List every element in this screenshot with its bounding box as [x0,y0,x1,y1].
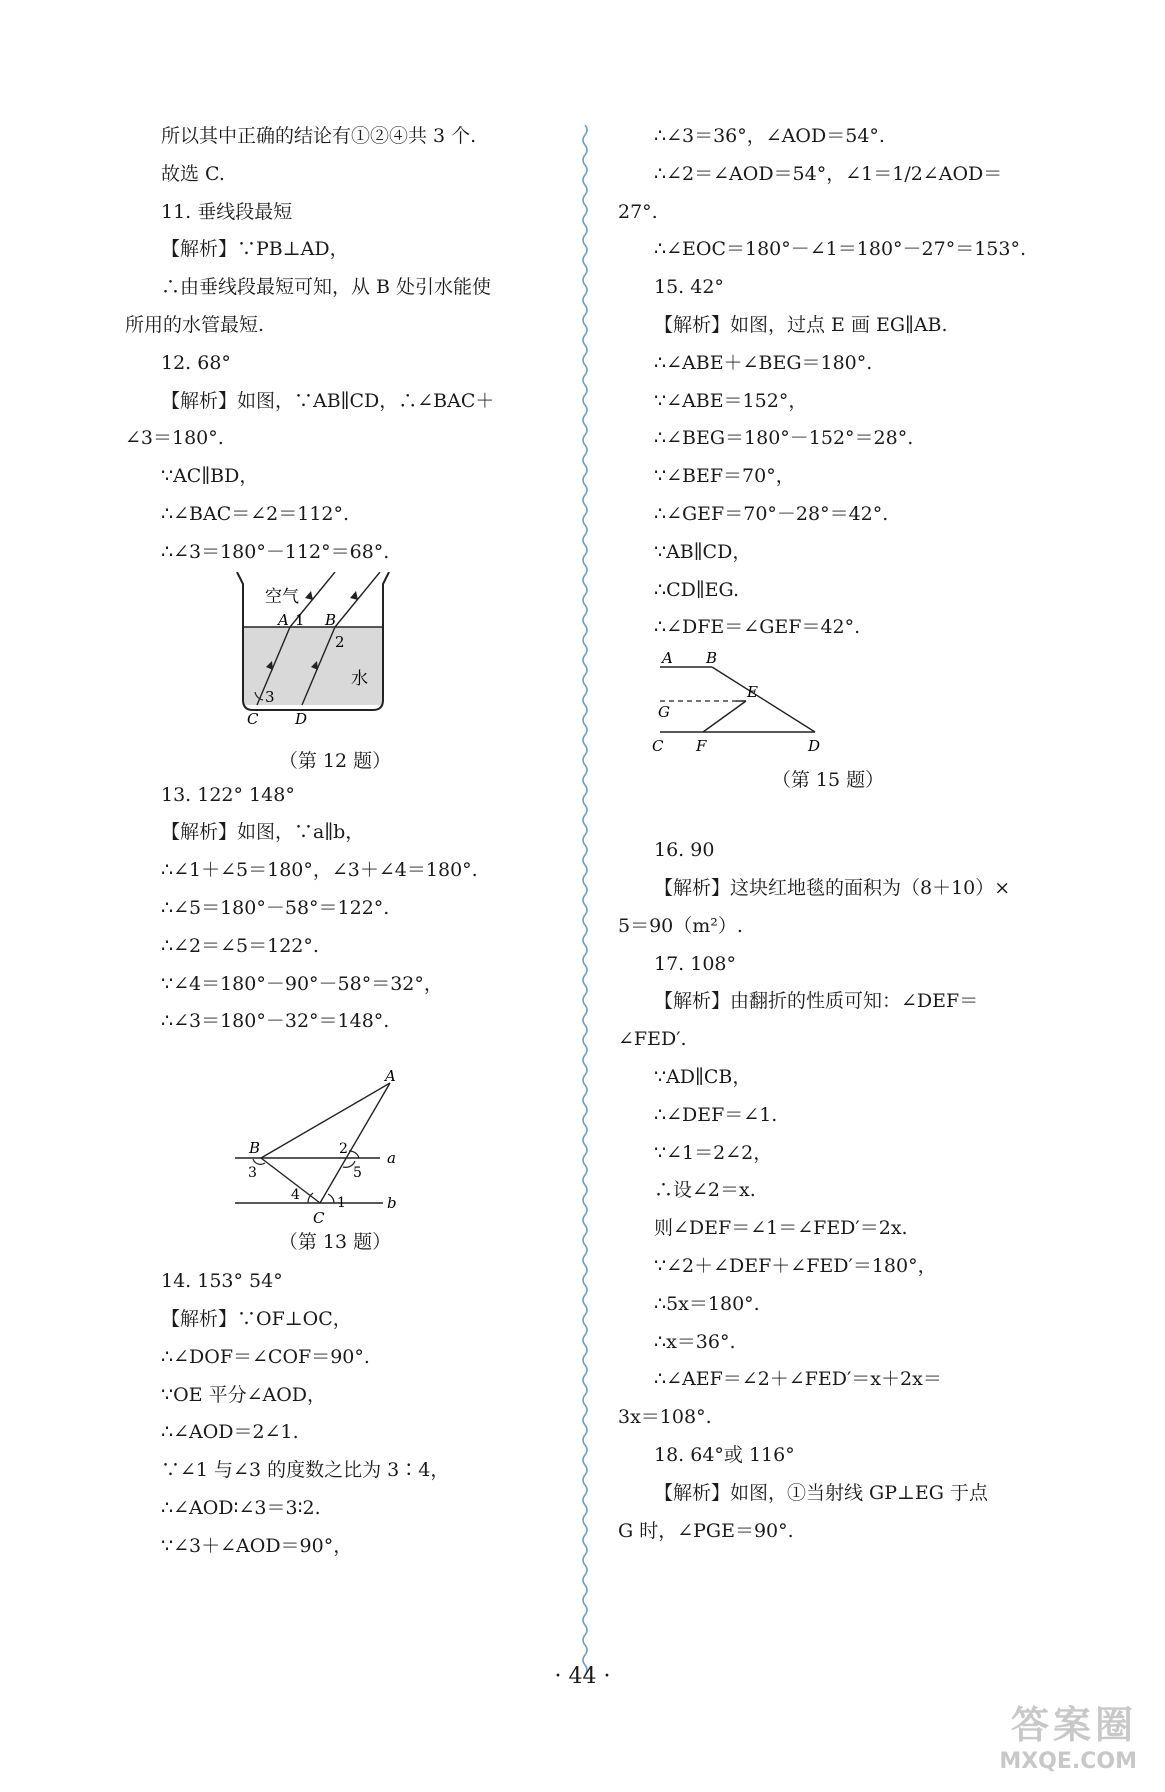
left-text-line: ∴∠2＝∠5＝122°. [161,934,319,957]
fig13-label-a: a [387,1149,396,1168]
left-text-line: ∴由垂线段最短可知，从 B 处引水能使 [161,276,492,299]
left-text-line: ∴∠AOD＝2∠1. [161,1421,299,1444]
right-text-line: ∵∠1＝2∠2， [654,1141,773,1164]
figure-13 [125,1041,545,1263]
right-text-line: 27°. [618,200,658,223]
left-text-line: ∵∠3＋∠AOD＝90°， [161,1534,353,1557]
left-text-line: 【解析】∵OF⊥OC， [161,1307,352,1330]
right-text-line: ∴∠BEG＝180°－152°＝28°. [654,427,914,450]
left-text-line: ∵OE 平分∠AOD， [161,1383,327,1406]
right-text-line: 【解析】这块红地毯的面积为（8＋10）× [654,876,1011,899]
right-text-line: ∵AB∥CD， [654,540,752,563]
left-text-line: ∴∠BAC＝∠2＝112°. [161,502,350,525]
fig15-label-B: B [706,649,718,668]
fig15-label-A: A [662,649,673,668]
fig12-label-B: B [325,610,337,629]
fig12-air-label: 空气 [265,586,299,607]
right-text-line: ∵∠BEF＝70°， [654,465,795,488]
right-text-line: ∠FED′. [618,1028,687,1051]
fig12-label-A: A [278,610,289,629]
right-text-line: ∴CD∥EG. [654,578,740,601]
fig15-label-C: C [652,737,664,756]
left-text-line: ∴∠5＝180°－58°＝122°. [161,896,390,919]
left-text-line: ∴∠3＝180°－32°＝148°. [161,1010,390,1033]
fig12-label-D: D [295,709,308,728]
right-text-line: ∴∠GEF＝70°－28°＝42°. [654,502,889,525]
right-text-line: 17. 108° [654,952,737,975]
left-text-line: ∴∠AOD∶∠3＝3∶2. [161,1496,321,1519]
figure-15-caption: （第 15 题） [771,769,885,792]
right-text-line: ∴∠DFE＝∠GEF＝42°. [654,616,861,639]
fig13-label-b: b [387,1194,397,1213]
right-text-line: ∴∠2＝∠AOD＝54°，∠1＝1/2∠AOD＝ [654,162,1003,185]
fig13-label-A: A [385,1067,396,1086]
left-text-line: ∴∠DOF＝∠COF＝90°. [161,1345,370,1368]
right-text-line: 【解析】如图，①当射线 GP⊥EG 于点 [654,1481,988,1504]
right-text-line: ∴设∠2＝x. [654,1179,756,1202]
fig12-label-2: 2 [335,632,345,651]
fig12-water-label: 水 [351,668,368,689]
fig15-label-G: G [658,703,670,722]
left-text-line: 所以其中正确的结论有①②④共 3 个. [161,125,477,147]
fig12-label-3: 3 [265,687,275,706]
figure-15 [618,647,1038,832]
right-text-line: ∴∠DEF＝∠1. [654,1103,778,1126]
fig15-label-D: D [808,737,821,756]
right-text-line: 16. 90 [654,839,715,862]
right-text-line: 5＝90（m²）. [618,914,743,937]
fig13-label-5: 5 [353,1165,362,1182]
left-column [125,118,545,1566]
left-text-line: ∴∠3＝180°－112°＝68°. [161,540,390,563]
left-text-line: 13. 122° 148° [161,783,295,806]
fig13-label-3: 3 [248,1165,257,1182]
left-text-line: 故选 C. [161,162,225,185]
left-text-line: 【解析】如图，∵a∥b， [161,821,365,844]
fig12-label-C: C [247,709,259,728]
fig13-label-2: 2 [339,1141,348,1158]
fig15-label-E: E [747,683,758,702]
fig12-label-1: 1 [295,610,305,629]
left-text-line: ∴∠1＋∠5＝180°，∠3＋∠4＝180°. [161,859,478,882]
right-text-line: ∴∠ABE＋∠BEG＝180°. [654,351,873,374]
parallel-lines-diagram [125,1041,545,1226]
fig15-label-F: F [696,737,707,756]
left-text-line: 11. 垂线段最短 [161,200,293,223]
right-text-line: ∴5x＝180°. [654,1292,760,1315]
left-text-line: 12. 68° [161,351,231,374]
left-text-line: 14. 153° 54° [161,1270,283,1293]
right-text-line: ∴∠AEF＝∠2＋∠FED′＝x＋2x＝ [654,1368,942,1391]
right-text-line: ∵AD∥CB， [654,1065,752,1088]
fig13-label-4: 4 [291,1187,300,1204]
fig13-label-C: C [313,1209,325,1227]
left-text-line: 所用的水管最短. [125,313,265,336]
right-column [618,118,1038,1550]
watermark-url: MXQE.COM [999,1749,1137,1774]
left-text-line: 【解析】如图，∵AB∥CD，∴∠BAC＋ [161,389,495,412]
left-text-line: ∵AC∥BD， [161,465,259,488]
figure-13-caption: （第 13 题） [278,1231,392,1254]
right-text-line: ∴∠3＝36°，∠AOD＝54°. [654,125,885,147]
left-text-line: 【解析】∵PB⊥AD， [161,238,349,261]
watermark-text: 答案圈 [1010,1703,1137,1747]
right-text-line: 则∠DEF＝∠1＝∠FED′＝2x. [654,1217,908,1240]
right-text-line: ∵∠2＋∠DEF＋∠FED′＝180°， [654,1254,937,1277]
left-text-line: ∠3＝180°. [125,427,224,450]
right-text-line: 3x＝108°. [618,1406,712,1429]
right-text-line: 【解析】由翻折的性质可知：∠DEF＝ [654,990,979,1013]
figure-12 [125,572,545,777]
right-text-line: 18. 64°或 116° [654,1443,795,1466]
figure-12-caption: （第 12 题） [278,749,392,772]
right-text-line: ∴∠EOC＝180°－∠1＝180°－27°＝153°. [654,238,1027,261]
right-text-line: G 时，∠PGE＝90°. [618,1519,794,1542]
right-text-line: 15. 42° [654,276,724,299]
page-number: · 44 · [554,1664,611,1689]
left-text-line: ∵∠4＝180°－90°－58°＝32°， [161,972,443,995]
right-text-line: 【解析】如图，过点 E 画 EG∥AB. [654,313,948,336]
right-text-line: ∵∠ABE＝152°， [654,389,808,412]
beaker-diagram [125,572,545,744]
watermark [999,1694,1137,1774]
column-divider [580,125,590,1675]
right-text-line: ∴x＝36°. [654,1330,736,1353]
fig13-label-B: B [249,1139,261,1158]
left-text-line: ∵∠1 与∠3 的度数之比为 3∶4， [161,1459,450,1482]
fig13-label-1: 1 [337,1195,346,1212]
